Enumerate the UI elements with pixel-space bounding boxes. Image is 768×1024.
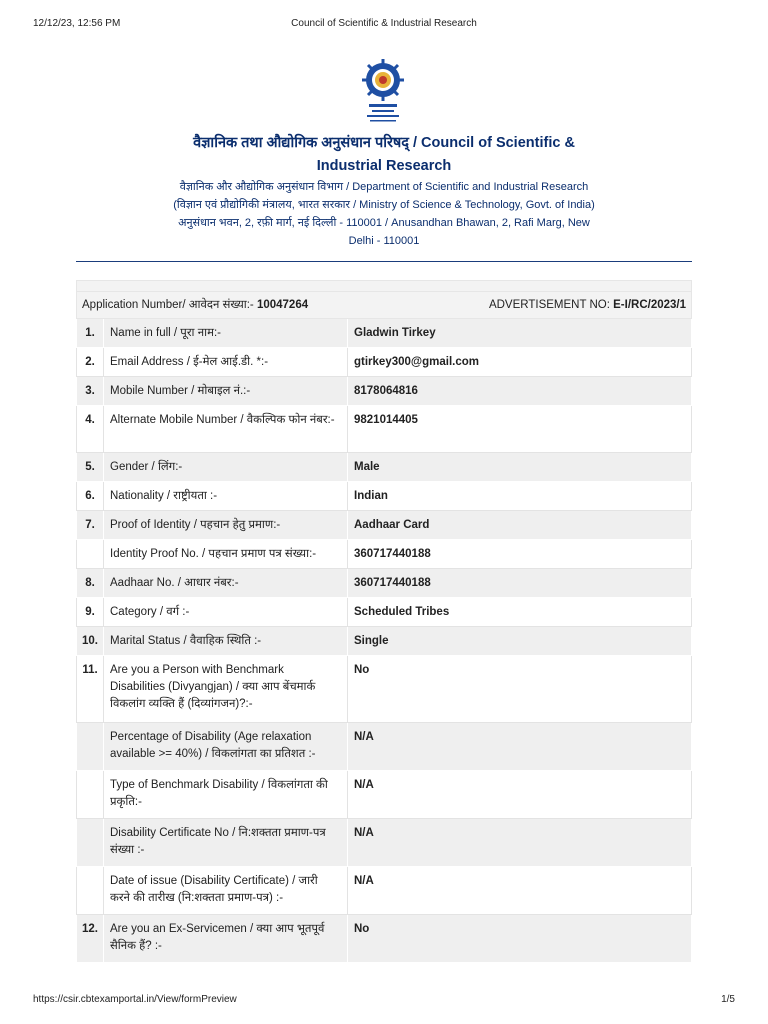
table-row (77, 377, 692, 406)
row-label: Alternate Mobile Number / वैकल्पिक फोन नंबर:- (104, 406, 348, 453)
table-row (77, 453, 692, 482)
row-number: 1. (77, 319, 104, 348)
row-number: 4. (77, 406, 104, 453)
table-row (77, 819, 692, 867)
page-url: https://csir.cbtexamportal.in/View/formPreview (33, 994, 237, 1005)
row-value: 360717440188 (348, 569, 692, 598)
table-row (77, 319, 692, 348)
row-number (77, 723, 104, 771)
row-label: Identity Proof No. / पहचान प्रमाण पत्र संख्या:- (104, 540, 348, 569)
table-spacer-row (77, 281, 692, 292)
organisation-header (120, 132, 648, 250)
row-number: 9. (77, 598, 104, 627)
table-row (77, 771, 692, 819)
print-title: Council of Scientific & Industrial Research (291, 18, 477, 29)
table-row (77, 598, 692, 627)
table-row (77, 482, 692, 511)
table-row (77, 348, 692, 377)
row-label: Date of issue (Disability Certificate) / जारी करने की तारीख (नि:शक्तता प्रमाण-पत्र) :- (104, 867, 348, 915)
header-divider (76, 261, 692, 262)
org-title-line2: Industrial Research (316, 158, 452, 174)
row-number (77, 867, 104, 915)
row-number: 6. (77, 482, 104, 511)
csir-emblem-icon (357, 56, 409, 130)
row-label: Aadhaar No. / आधार नंबर:- (104, 569, 348, 598)
row-value: 9821014405 (348, 406, 692, 453)
org-address-line1: अनुसंधान भवन, 2, रफ़ी मार्ग, नई दिल्ली - 110001 / Anusandhan Bhawan, 2, Rafi Marg, New (178, 217, 590, 229)
row-label: Are you an Ex-Servicemen / क्या आप भूतपूर्व सैनिक हैं? :- (104, 915, 348, 963)
advertisement-number-value: E-I/RC/2023/1 (613, 299, 686, 311)
row-label: Nationality / राष्ट्रीयता :- (104, 482, 348, 511)
row-value: Indian (348, 482, 692, 511)
row-value: 8178064816 (348, 377, 692, 406)
row-value: Male (348, 453, 692, 482)
row-value: Scheduled Tribes (348, 598, 692, 627)
row-label: Percentage of Disability (Age relaxation available >= 40%) / विकलांगता का प्रतिशत :- (104, 723, 348, 771)
row-value: N/A (348, 723, 692, 771)
table-row (77, 723, 692, 771)
application-number-label: Application Number/ आवेदन संख्या:- (82, 299, 257, 311)
row-value: N/A (348, 771, 692, 819)
row-value: 360717440188 (348, 540, 692, 569)
application-number-value: 10047264 (256, 299, 309, 311)
row-label: Gender / लिंग:- (104, 453, 348, 482)
row-number: 7. (77, 511, 104, 540)
row-value: Single (348, 627, 692, 656)
table-row (77, 915, 692, 963)
row-number (77, 540, 104, 569)
print-date: 12/12/23, 12:56 PM (33, 18, 121, 29)
row-value: Gladwin Tirkey (348, 319, 692, 348)
row-number (77, 771, 104, 819)
page-number: 1/5 (721, 994, 735, 1005)
row-number (77, 819, 104, 867)
row-number: 11. (77, 656, 104, 723)
row-label: Type of Benchmark Disability / विकलांगता की प्रकृति:- (104, 771, 348, 819)
row-number: 5. (77, 453, 104, 482)
application-info-row (77, 292, 692, 319)
table-row (77, 867, 692, 915)
org-department: वैज्ञानिक और औद्योगिक अनुसंधान विभाग / Department of Scientific and Industrial Research (179, 181, 589, 193)
application-form-table (76, 280, 692, 963)
row-value: Aadhaar Card (348, 511, 692, 540)
row-value: No (348, 915, 692, 963)
table-row (77, 511, 692, 540)
table-row (77, 540, 692, 569)
print-header (33, 18, 735, 32)
row-number: 2. (77, 348, 104, 377)
print-footer (33, 994, 735, 1008)
row-label: Are you a Person with Benchmark Disabilities (Divyangjan) / क्या आप बेंचमार्क विकलांग व्यक्ति हैं (दिव्यांगजन)?:- (104, 656, 348, 723)
org-address-line2: Delhi - 110001 (348, 235, 420, 247)
row-label: Name in full / पूरा नाम:- (104, 319, 348, 348)
table-row (77, 406, 692, 453)
row-value: gtirkey300@gmail.com (348, 348, 692, 377)
row-number: 8. (77, 569, 104, 598)
row-value: No (348, 656, 692, 723)
row-label: Category / वर्ग :- (104, 598, 348, 627)
org-ministry: (विज्ञान एवं प्रौद्योगिकी मंत्रालय, भारत सरकार / Ministry of Science & Technology, Govt. of India) (173, 199, 595, 211)
row-label: Mobile Number / मोबाइल नं.:- (104, 377, 348, 406)
row-number: 3. (77, 377, 104, 406)
table-row (77, 569, 692, 598)
row-label: Proof of Identity / पहचान हेतु प्रमाण:- (104, 511, 348, 540)
row-value: N/A (348, 867, 692, 915)
row-number: 10. (77, 627, 104, 656)
table-row (77, 656, 692, 723)
org-title-line1: वैज्ञानिक तथा औद्योगिक अनुसंधान परिषद् / Council of Scientific & (193, 135, 575, 151)
row-label: Email Address / ई-मेल आई.डी. *:- (104, 348, 348, 377)
row-value: N/A (348, 819, 692, 867)
row-label: Marital Status / वैवाहिक स्थिति :- (104, 627, 348, 656)
row-number: 12. (77, 915, 104, 963)
row-label: Disability Certificate No / नि:शक्तता प्रमाण-पत्र संख्या :- (104, 819, 348, 867)
advertisement-label: ADVERTISEMENT NO: (488, 299, 614, 311)
table-row (77, 627, 692, 656)
